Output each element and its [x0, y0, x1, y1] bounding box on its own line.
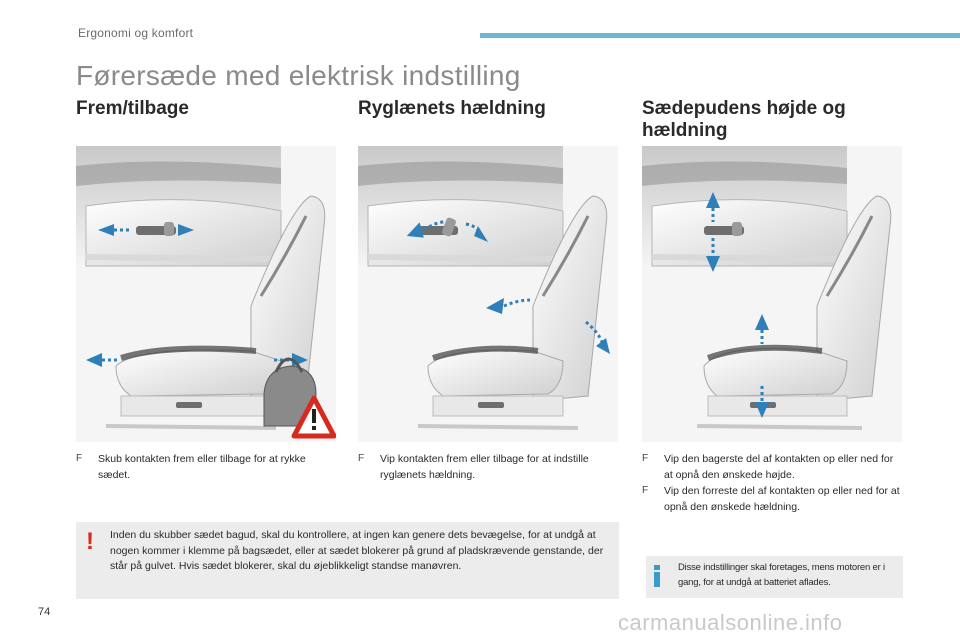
- warning-box: [76, 522, 619, 599]
- page-title: Førersæde med elektrisk indstilling: [76, 60, 521, 91]
- instruction-item: [76, 451, 326, 483]
- bullet-marker: F: [76, 453, 83, 464]
- page-number: 74: [38, 606, 51, 618]
- info-icon: [652, 565, 662, 587]
- instructions-cushion: [642, 451, 902, 515]
- exclamation-icon: !: [86, 528, 94, 555]
- instruction-text: Vip den bagerste del af kontakten op eller ned for at opnå den ønskede højde.: [664, 453, 894, 481]
- column-title-fore-aft: Frem/tilbage: [76, 98, 189, 119]
- seat-fore-aft-illustration: [76, 146, 336, 442]
- seatback-recline-illustration: [358, 146, 618, 442]
- bullet-marker: F: [358, 453, 365, 464]
- column-title-cushion: Sædepudens højde og hældning: [642, 98, 846, 141]
- bullet-marker: F: [642, 485, 649, 496]
- section-label: Ergonomi og komfort: [78, 26, 194, 40]
- instruction-item: [642, 451, 902, 483]
- instruction-text: Vip kontakten frem eller tilbage for at indstille ryglænets hældning.: [380, 453, 589, 481]
- instruction-item: [642, 483, 902, 515]
- bullet-marker: F: [642, 453, 649, 464]
- instruction-text: Skub kontakten frem eller tilbage for at rykke sædet.: [98, 453, 306, 481]
- instructions-fore-aft: [76, 451, 326, 483]
- watermark: carmanualsonline.info: [618, 610, 843, 635]
- column-title-recline: Ryglænets hældning: [358, 98, 546, 119]
- seat-cushion-height-tilt-illustration: [642, 146, 902, 442]
- info-text: Disse indstillinger skal foretages, mens motoren er i gang, for at undgå at batteriet aflades.: [678, 562, 885, 588]
- section-accent-bar: [480, 33, 960, 38]
- warning-text: Inden du skubber sædet bagud, skal du kontrollere, at ingen kan genere dets bevægelse, for at undgå at nogen kommer i klemme på bagsædet, eller at sædet blokerer på grund af pladskrævende genstande, der står på gulvet. Hvis sædet blokerer, skal du øjeblikkeligt standse manøvren.: [110, 529, 604, 572]
- instruction-text: Vip den forreste del af kontakten op eller ned for at opnå den ønskede hældning.: [664, 485, 900, 513]
- instructions-recline: [358, 451, 608, 483]
- info-box: [646, 556, 903, 598]
- instruction-item: [358, 451, 608, 483]
